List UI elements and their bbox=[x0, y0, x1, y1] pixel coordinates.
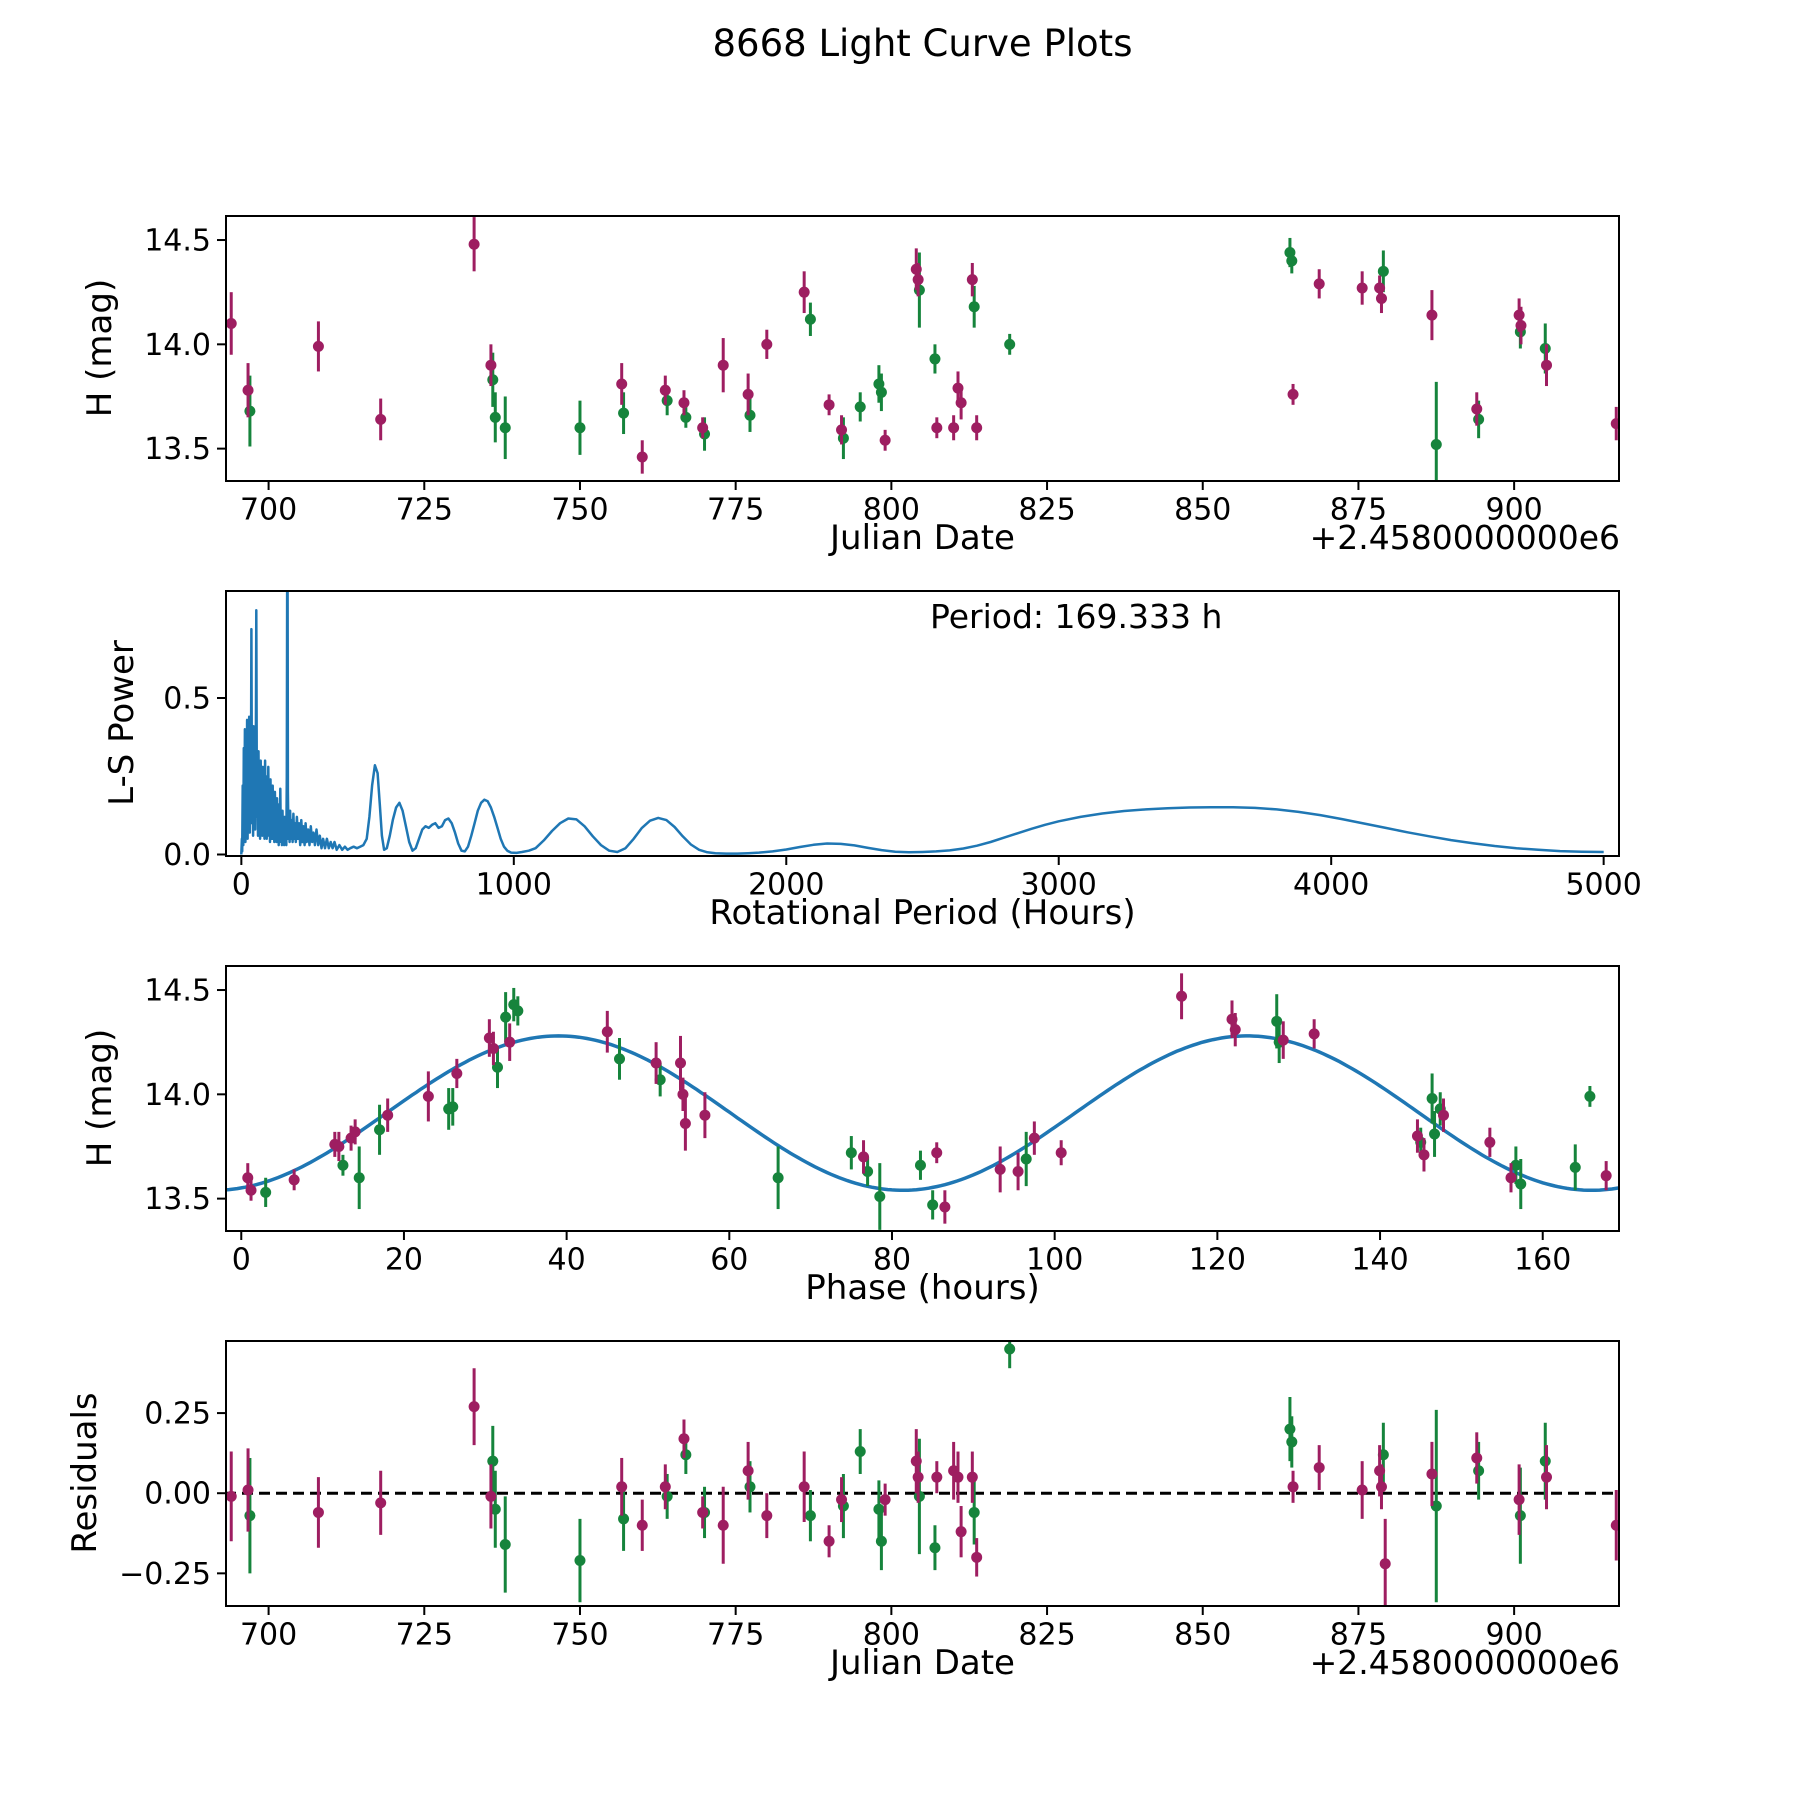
data-point bbox=[350, 1126, 361, 1137]
data-point bbox=[1412, 1131, 1423, 1142]
data-point bbox=[967, 274, 978, 285]
x-tick-label: 100 bbox=[1026, 1242, 1084, 1278]
x-tick-label: 825 bbox=[1018, 492, 1076, 528]
data-point bbox=[1056, 1147, 1067, 1158]
data-point bbox=[743, 1465, 754, 1476]
data-point bbox=[969, 1507, 980, 1518]
data-point bbox=[699, 1110, 710, 1121]
data-point bbox=[289, 1174, 300, 1185]
data-point bbox=[1286, 255, 1297, 266]
data-point bbox=[1380, 1558, 1391, 1569]
data-point bbox=[616, 1481, 627, 1492]
data-point bbox=[1541, 1472, 1552, 1483]
data-point bbox=[971, 1552, 982, 1563]
data-point bbox=[846, 1147, 857, 1158]
data-point bbox=[469, 239, 480, 250]
plot-border bbox=[226, 591, 1619, 856]
data-point bbox=[487, 1456, 498, 1467]
x-tick-label: 700 bbox=[239, 1617, 298, 1653]
x-tick-label: 775 bbox=[707, 1617, 765, 1653]
periodogram-plot bbox=[163, 590, 1642, 903]
y-tick-label: 0.00 bbox=[144, 1476, 211, 1512]
data-point bbox=[333, 1141, 344, 1152]
data-point bbox=[744, 410, 755, 421]
data-area bbox=[226, 217, 1622, 507]
data-point bbox=[678, 1433, 689, 1444]
data-point bbox=[574, 1555, 585, 1566]
x-tick-label: 4000 bbox=[1293, 867, 1370, 903]
data-point bbox=[967, 1472, 978, 1483]
data-point bbox=[911, 264, 922, 275]
data-point bbox=[697, 422, 708, 433]
data-point bbox=[313, 341, 324, 352]
data-point bbox=[637, 1520, 648, 1531]
data-point bbox=[911, 1456, 922, 1467]
data-point bbox=[969, 301, 980, 312]
data-point bbox=[1013, 1166, 1024, 1177]
data-point bbox=[1288, 1481, 1299, 1492]
data-point bbox=[1611, 418, 1622, 429]
data-point bbox=[956, 1526, 967, 1537]
x-tick-label: 120 bbox=[1188, 1242, 1246, 1278]
data-point bbox=[651, 1058, 662, 1069]
ylabel-h-mag-top: H (mag) bbox=[80, 278, 120, 418]
data-area bbox=[225, 973, 1620, 1230]
x-tick-label: 80 bbox=[872, 1242, 912, 1278]
data-point bbox=[1471, 1452, 1482, 1463]
data-point bbox=[1376, 293, 1387, 304]
data-point bbox=[1309, 1028, 1320, 1039]
data-point bbox=[1357, 283, 1368, 294]
data-point bbox=[761, 339, 772, 350]
y-tick-label: 0.25 bbox=[144, 1396, 211, 1432]
data-point bbox=[382, 1110, 393, 1121]
data-point bbox=[1288, 389, 1299, 400]
data-point bbox=[824, 1536, 835, 1547]
data-point bbox=[931, 422, 942, 433]
data-point bbox=[948, 422, 959, 433]
data-area bbox=[225, 1330, 1622, 1609]
data-point bbox=[1427, 1093, 1438, 1104]
data-point bbox=[447, 1101, 458, 1112]
data-point bbox=[799, 287, 810, 298]
xlabel-julian-date-bottom: Julian Date bbox=[830, 1643, 1015, 1683]
data-point bbox=[244, 1510, 255, 1521]
data-point bbox=[375, 1497, 386, 1508]
data-point bbox=[1514, 310, 1525, 321]
data-point bbox=[876, 1536, 887, 1547]
data-point bbox=[1438, 1110, 1449, 1121]
data-point bbox=[374, 1124, 385, 1135]
data-point bbox=[490, 412, 501, 423]
data-point bbox=[956, 397, 967, 408]
data-point bbox=[487, 374, 498, 385]
data-point bbox=[1514, 1494, 1525, 1505]
data-point bbox=[1584, 1091, 1595, 1102]
data-point bbox=[880, 1494, 891, 1505]
data-point bbox=[913, 1472, 924, 1483]
data-point bbox=[637, 451, 648, 462]
scatter-series-green bbox=[244, 238, 1550, 507]
data-point bbox=[880, 435, 891, 446]
x-tick-label: 0 bbox=[231, 1242, 251, 1278]
axes-frame bbox=[119, 1341, 1619, 1653]
data-point bbox=[876, 387, 887, 398]
data-point bbox=[939, 1201, 950, 1212]
data-point bbox=[1376, 1481, 1387, 1492]
data-point bbox=[680, 1118, 691, 1129]
data-point bbox=[761, 1510, 772, 1521]
data-point bbox=[1284, 1424, 1295, 1435]
data-point bbox=[1374, 283, 1385, 294]
data-point bbox=[697, 1507, 708, 1518]
data-point bbox=[451, 1068, 462, 1079]
data-point bbox=[485, 360, 496, 371]
data-point bbox=[616, 378, 627, 389]
data-point bbox=[1004, 1343, 1015, 1354]
ylabel-h-mag-phase: H (mag) bbox=[80, 1028, 120, 1168]
data-point bbox=[1286, 1436, 1297, 1447]
data-point bbox=[614, 1053, 625, 1064]
data-point bbox=[1314, 278, 1325, 289]
data-point bbox=[931, 1472, 942, 1483]
data-point bbox=[874, 1191, 885, 1202]
jd-lightcurve-plot bbox=[144, 215, 1620, 528]
data-point bbox=[662, 1491, 673, 1502]
data-point bbox=[855, 401, 866, 412]
data-point bbox=[504, 1037, 515, 1048]
data-point bbox=[244, 406, 255, 417]
data-point bbox=[675, 1058, 686, 1069]
plot-border bbox=[226, 216, 1619, 481]
data-point bbox=[836, 1494, 847, 1505]
x-tick-label: 140 bbox=[1351, 1242, 1409, 1278]
data-point bbox=[1541, 360, 1552, 371]
data-point bbox=[1378, 266, 1389, 277]
data-point bbox=[680, 1449, 691, 1460]
x-tick-label: 875 bbox=[1329, 1617, 1388, 1653]
x-tick-label: 5000 bbox=[1565, 867, 1642, 903]
scatter-series-purple bbox=[226, 217, 1622, 474]
best-period-annotation: Period: 169.333 h bbox=[930, 597, 1223, 636]
data-point bbox=[226, 318, 237, 329]
x-tick-label: 2000 bbox=[748, 867, 825, 903]
data-point bbox=[1484, 1137, 1495, 1148]
data-point bbox=[313, 1507, 324, 1518]
data-point bbox=[799, 1481, 810, 1492]
x-tick-label: 850 bbox=[1174, 492, 1232, 528]
data-point bbox=[1506, 1172, 1517, 1183]
data-point bbox=[913, 274, 924, 285]
data-point bbox=[1314, 1462, 1325, 1473]
y-tick-label: −0.25 bbox=[119, 1556, 211, 1592]
data-point bbox=[678, 397, 689, 408]
data-point bbox=[1473, 414, 1484, 425]
data-point bbox=[1357, 1485, 1368, 1496]
x-tick-label: 160 bbox=[1514, 1242, 1572, 1278]
data-point bbox=[805, 314, 816, 325]
data-point bbox=[858, 1151, 869, 1162]
data-point bbox=[952, 1472, 963, 1483]
x-tick-label: 60 bbox=[710, 1242, 749, 1278]
data-point bbox=[927, 1199, 938, 1210]
ylabel-ls-power: L-S Power bbox=[102, 640, 142, 806]
data-point bbox=[243, 385, 254, 396]
data-point bbox=[931, 1147, 942, 1158]
data-point bbox=[1515, 1179, 1526, 1190]
figure-title: 8668 Light Curve Plots bbox=[712, 22, 1133, 65]
data-point bbox=[1570, 1162, 1581, 1173]
y-tick-label: 14.5 bbox=[144, 223, 211, 259]
data-point bbox=[1418, 1149, 1429, 1160]
axes-frame bbox=[144, 966, 1619, 1278]
x-tick-label: 20 bbox=[384, 1242, 424, 1278]
y-tick-label: 13.5 bbox=[144, 1182, 211, 1218]
data-point bbox=[1473, 1465, 1484, 1476]
data-point bbox=[226, 1491, 237, 1502]
x-tick-label: 700 bbox=[239, 492, 298, 528]
data-point bbox=[602, 1026, 613, 1037]
data-point bbox=[375, 414, 386, 425]
data-point bbox=[1431, 439, 1442, 450]
data-point bbox=[574, 422, 585, 433]
scatter-series-purple bbox=[226, 1368, 1622, 1608]
ylabel-residuals: Residuals bbox=[65, 1392, 105, 1554]
data-point bbox=[337, 1160, 348, 1171]
scatter-series-green bbox=[260, 988, 1595, 1230]
data-point bbox=[1426, 1468, 1437, 1479]
y-tick-label: 0.0 bbox=[163, 837, 211, 873]
residuals-plot bbox=[119, 1340, 1620, 1653]
data-point bbox=[680, 412, 691, 423]
x-tick-label: 800 bbox=[862, 492, 920, 528]
x-tick-label: 850 bbox=[1174, 1617, 1232, 1653]
data-point bbox=[773, 1172, 784, 1183]
data-point bbox=[662, 395, 673, 406]
data-point bbox=[744, 1481, 755, 1492]
data-point bbox=[660, 1481, 671, 1492]
data-point bbox=[1515, 320, 1526, 331]
data-point bbox=[1601, 1170, 1612, 1181]
x-tick-label: 875 bbox=[1329, 492, 1388, 528]
data-point bbox=[500, 422, 511, 433]
data-point bbox=[243, 1485, 254, 1496]
x-tick-label: 40 bbox=[547, 1242, 586, 1278]
data-point bbox=[354, 1172, 365, 1183]
y-tick-label: 14.0 bbox=[144, 1077, 211, 1113]
data-point bbox=[618, 408, 629, 419]
data-point bbox=[824, 399, 835, 410]
data-point bbox=[618, 1513, 629, 1524]
y-tick-label: 14.5 bbox=[144, 973, 211, 1009]
data-point bbox=[423, 1091, 434, 1102]
x-offset-text-bottom: +2.4580000000e6 bbox=[1309, 1643, 1620, 1682]
data-point bbox=[971, 422, 982, 433]
x-tick-label: 1000 bbox=[475, 867, 552, 903]
data-point bbox=[660, 385, 671, 396]
data-point bbox=[1176, 991, 1187, 1002]
data-point bbox=[1230, 1024, 1241, 1035]
axes-frame bbox=[144, 216, 1619, 528]
data-point bbox=[485, 1491, 496, 1502]
x-tick-label: 3000 bbox=[1020, 867, 1097, 903]
xlabel-julian-date-top: Julian Date bbox=[830, 518, 1015, 558]
data-point bbox=[488, 1043, 499, 1054]
x-tick-label: 900 bbox=[1485, 1617, 1543, 1653]
data-point bbox=[1471, 403, 1482, 414]
plot-border bbox=[226, 1341, 1619, 1606]
x-tick-label: 725 bbox=[395, 492, 453, 528]
x-tick-label: 775 bbox=[707, 492, 765, 528]
x-tick-label: 825 bbox=[1018, 1617, 1076, 1653]
x-tick-label: 800 bbox=[862, 1617, 920, 1653]
scatter-series-green bbox=[244, 1330, 1550, 1602]
x-tick-label: 0 bbox=[231, 867, 251, 903]
data-point bbox=[246, 1185, 257, 1196]
data-point bbox=[469, 1401, 480, 1412]
data-point bbox=[1429, 1128, 1440, 1139]
data-point bbox=[718, 360, 729, 371]
xlabel-rotational-period: Rotational Period (Hours) bbox=[709, 893, 1136, 933]
data-point bbox=[1426, 310, 1437, 321]
data-point bbox=[915, 1160, 926, 1171]
x-tick-label: 750 bbox=[551, 1617, 609, 1653]
data-point bbox=[260, 1187, 271, 1198]
data-point bbox=[500, 1539, 511, 1550]
x-offset-text-top: +2.4580000000e6 bbox=[1309, 518, 1620, 557]
axes-frame bbox=[163, 591, 1642, 903]
data-point bbox=[1611, 1520, 1622, 1531]
data-point bbox=[743, 389, 754, 400]
data-point bbox=[836, 424, 847, 435]
data-point bbox=[929, 353, 940, 364]
data-point bbox=[500, 1012, 511, 1023]
data-point bbox=[805, 1510, 816, 1521]
xlabel-phase-hours: Phase (hours) bbox=[805, 1268, 1040, 1308]
data-point bbox=[995, 1164, 1006, 1175]
plot-border bbox=[226, 966, 1619, 1231]
data-point bbox=[718, 1520, 729, 1531]
data-point bbox=[1021, 1153, 1032, 1164]
y-tick-label: 0.5 bbox=[163, 681, 211, 717]
data-point bbox=[1029, 1133, 1040, 1144]
data-point bbox=[929, 1542, 940, 1553]
data-point bbox=[1004, 339, 1015, 350]
data-point bbox=[1278, 1035, 1289, 1046]
x-tick-label: 725 bbox=[395, 1617, 453, 1653]
data-point bbox=[1374, 1465, 1385, 1476]
phase-curve-plot bbox=[144, 965, 1620, 1278]
data-point bbox=[512, 1005, 523, 1016]
y-tick-label: 13.5 bbox=[144, 432, 211, 468]
data-point bbox=[855, 1446, 866, 1457]
x-tick-label: 900 bbox=[1485, 492, 1543, 528]
x-tick-label: 750 bbox=[551, 492, 609, 528]
y-tick-label: 14.0 bbox=[144, 327, 211, 363]
